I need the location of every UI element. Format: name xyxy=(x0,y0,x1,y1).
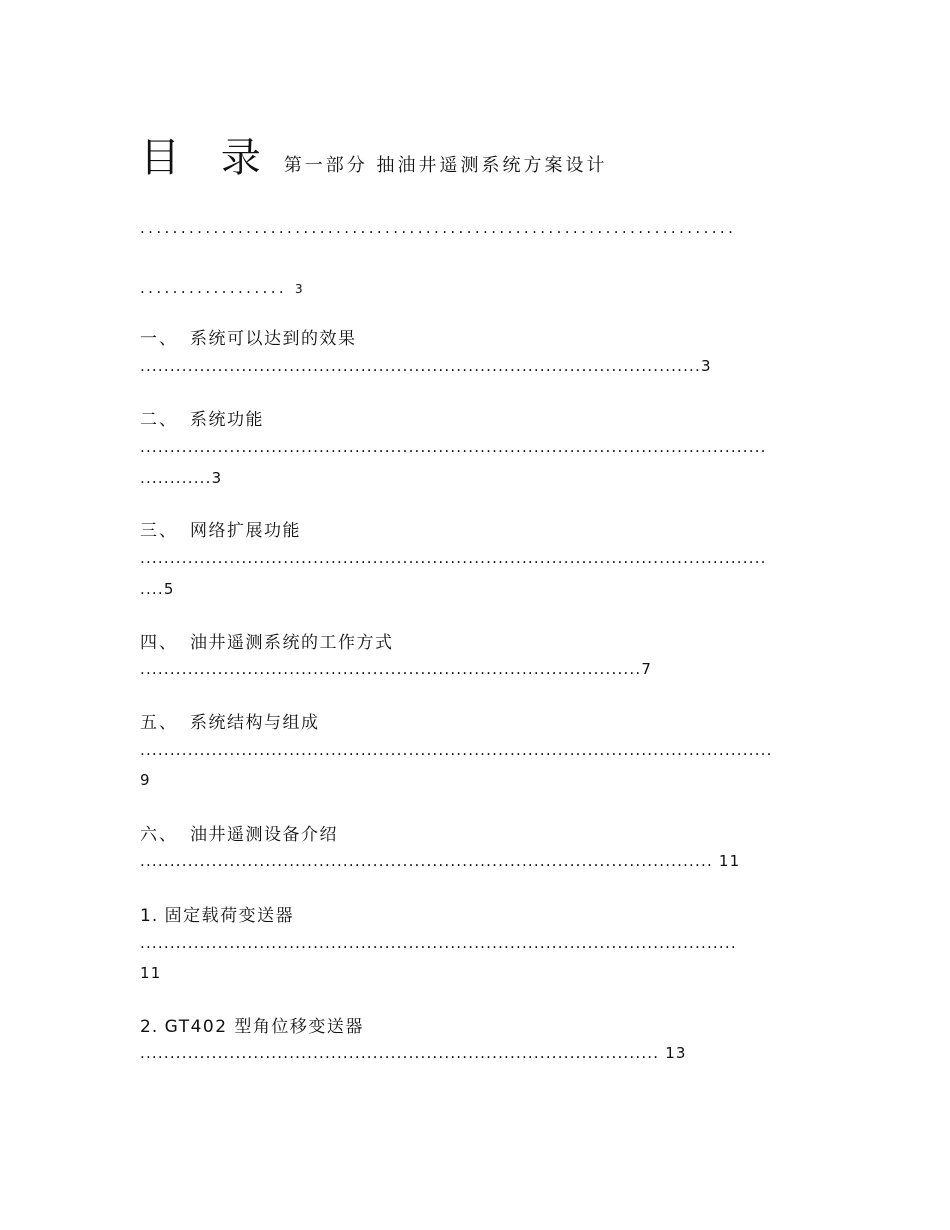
leader-dots: ..............................................................................................3 xyxy=(140,357,712,375)
toc-entry-dots-2 xyxy=(140,468,222,488)
toc-entry-dots xyxy=(140,548,767,568)
toc-entry-heading xyxy=(140,516,301,541)
part-dots-line xyxy=(140,218,736,238)
toc-entry-dots-2 xyxy=(140,579,175,599)
leader-dots: ....5 xyxy=(140,580,175,598)
entry-number: 2. xyxy=(140,1017,165,1037)
part-dots-line-2 xyxy=(140,278,304,298)
leader-dots: ....................................................................................... 13 xyxy=(140,1044,687,1062)
entry-label: 固定载荷变送器 xyxy=(164,906,295,926)
leader-dots: ................................................................................................ 11 xyxy=(140,852,741,870)
toc-entry-dots xyxy=(140,740,773,760)
toc-entry-dots xyxy=(140,659,652,679)
leader-dots: ............3 xyxy=(140,469,223,487)
toc-title: 目 录 xyxy=(140,135,275,181)
entry-label: 系统结构与组成 xyxy=(190,713,320,733)
entry-number: 五、 xyxy=(140,713,178,733)
toc-entry-heading xyxy=(140,324,357,349)
entry-label: 系统功能 xyxy=(190,410,264,430)
entry-label: 系统可以达到的效果 xyxy=(190,329,357,349)
entry-number: 二、 xyxy=(140,410,178,430)
leader-dots: ......................................................................................................... xyxy=(140,438,767,456)
leader-dots: 9 xyxy=(140,771,151,789)
toc-entry-heading xyxy=(140,820,338,845)
leader-dots: .................................................................................................... xyxy=(140,934,737,952)
entry-number: 四、 xyxy=(140,633,178,653)
toc-entry-dots xyxy=(140,933,737,953)
entry-label: 油井遥测系统的工作方式 xyxy=(190,633,394,653)
entry-label: 油井遥测设备介绍 xyxy=(190,825,338,845)
toc-entry-heading xyxy=(140,1012,364,1037)
leader-dots: 11 xyxy=(140,964,162,982)
toc-entry-dots-2 xyxy=(140,770,151,790)
entry-number: 一、 xyxy=(140,329,178,349)
leader-dots: .......................................................................................................... xyxy=(140,741,773,759)
toc-entry-dots xyxy=(140,437,767,457)
entry-number: 六、 xyxy=(140,825,178,845)
toc-entry-heading xyxy=(140,405,264,430)
toc-entry-dots xyxy=(140,851,740,871)
leader-dots: ......................................................................................................... xyxy=(140,549,767,567)
toc-title-row xyxy=(140,126,608,183)
toc-entry-dots-2 xyxy=(140,963,162,983)
entry-number: 三、 xyxy=(140,521,178,541)
leader-dots: ....................................................................................7 xyxy=(140,660,653,678)
part-title: 第一部分 抽油井遥测系统方案设计 xyxy=(283,155,608,176)
leader-dots: .................. xyxy=(140,279,288,297)
toc-entry-heading xyxy=(140,901,294,926)
entry-label: 网络扩展功能 xyxy=(190,521,301,541)
page-number: 3 xyxy=(295,282,304,296)
leader-dots: ......................................................................... xyxy=(140,219,737,237)
toc-entry-dots xyxy=(140,1043,687,1063)
entry-number: 1. xyxy=(140,906,165,926)
toc-entry-dots xyxy=(140,356,712,376)
entry-label: GT402 型角位移变送器 xyxy=(164,1017,364,1037)
toc-entry-heading xyxy=(140,708,320,733)
toc-entry-heading xyxy=(140,628,394,653)
